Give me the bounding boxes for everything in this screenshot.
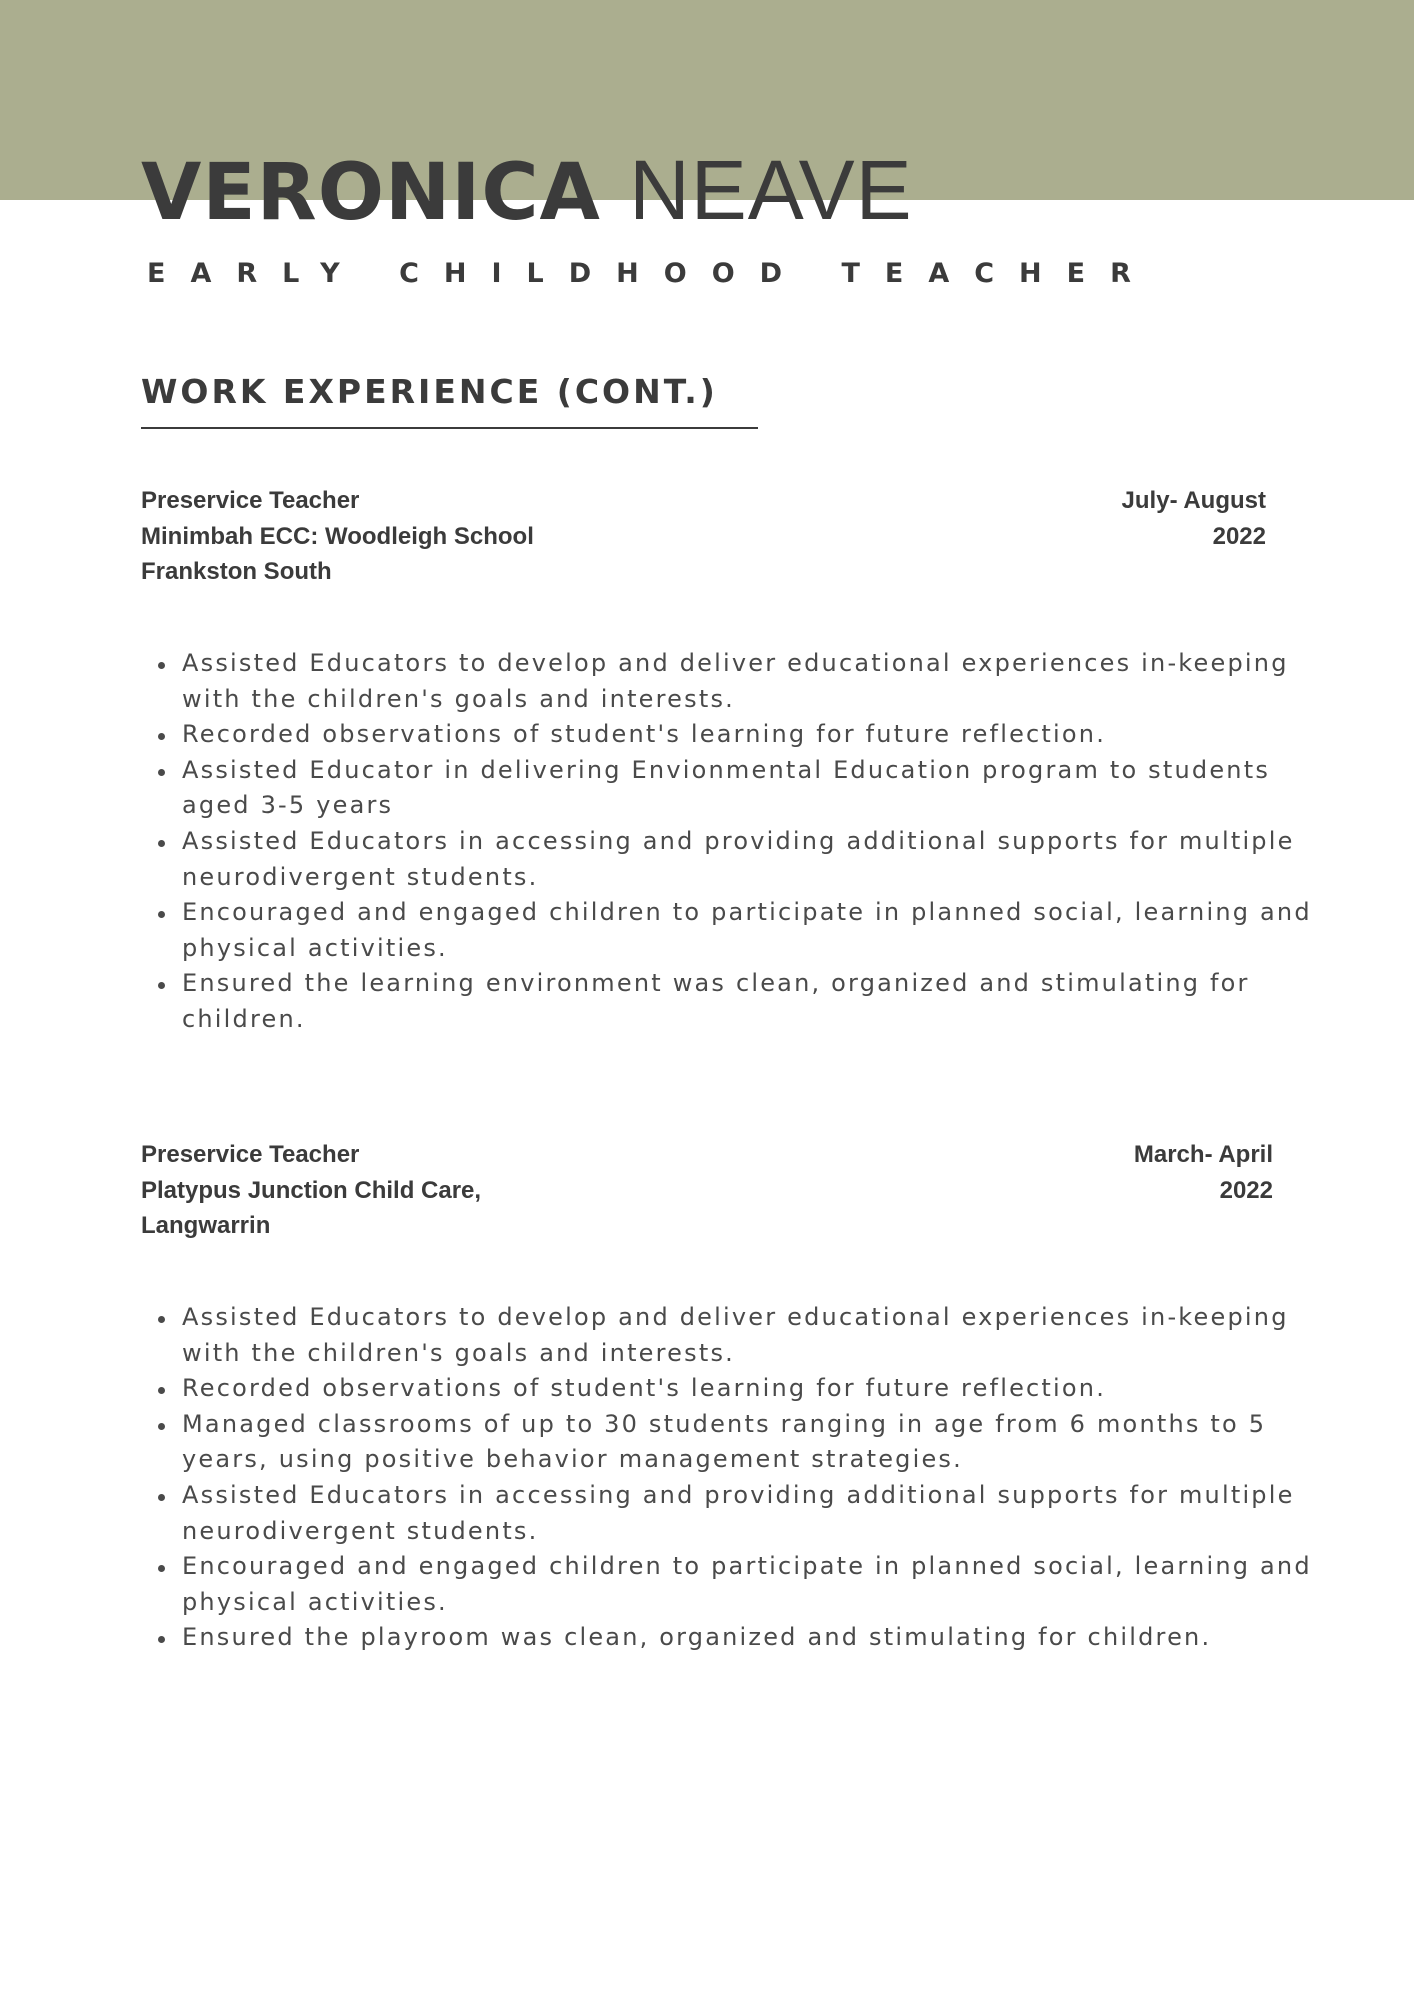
job-period: March- April: [1133, 1141, 1273, 1168]
bullet-icon: [158, 1494, 165, 1501]
list-item: [182, 1549, 1322, 1620]
job-period: July- August: [1121, 487, 1266, 514]
bullet-text: Managed classrooms of up to 30 students ranging in age from 6 months to 5 years, using positive behavior management strategies.: [182, 1409, 1267, 1474]
bullet-icon: [158, 982, 165, 989]
list-item: [182, 1300, 1322, 1371]
list-item: [182, 1371, 1322, 1407]
bullet-icon: [158, 1565, 165, 1572]
list-item: [182, 895, 1322, 966]
list-item: [182, 1620, 1322, 1656]
list-item: [182, 646, 1322, 717]
bullet-icon: [158, 840, 165, 847]
job-details: [141, 483, 534, 590]
job-location: Frankston South: [141, 558, 332, 585]
list-item: [182, 966, 1322, 1037]
job-title: EARLY CHILDHOOD TEACHER: [147, 258, 1156, 289]
bullet-text: Ensured the learning environment was clean, organized and stimulating for children.: [182, 969, 1250, 1033]
bullet-icon: [158, 1423, 165, 1430]
job-year: 2022: [1219, 1176, 1273, 1204]
list-item: [182, 1478, 1322, 1549]
job-employer: Minimbah ECC: Woodleigh School: [141, 522, 534, 550]
bullet-icon: [158, 1636, 165, 1643]
bullet-icon: [158, 769, 165, 776]
job-dates: [1134, 1137, 1273, 1208]
job-bullet-list: [141, 646, 1322, 1038]
bullet-icon: [158, 911, 165, 918]
section-divider: [141, 427, 758, 429]
list-item: [182, 824, 1322, 895]
bullet-text: Assisted Educators in accessing and providing additional supports for multiple neurodivergent students.: [182, 1480, 1295, 1545]
job-employer: Platypus Junction Child Care,: [141, 1176, 482, 1204]
job-role: Preservice Teacher: [141, 1141, 360, 1168]
section-heading: WORK EXPERIENCE (CONT.): [141, 372, 718, 411]
bullet-icon: [158, 1387, 165, 1394]
job-year: 2022: [1212, 522, 1266, 550]
list-item: [182, 753, 1322, 824]
bullet-icon: [158, 1316, 165, 1323]
bullet-text: Encouraged and engaged children to participate in planned social, learning and physical activities.: [182, 898, 1312, 962]
bullet-icon: [158, 662, 165, 669]
bullet-text: Assisted Educators to develop and deliver educational experiences in-keeping with the children's goals and interests.: [182, 649, 1289, 713]
job-role: Preservice Teacher: [141, 487, 360, 514]
list-item: [182, 717, 1322, 753]
first-name: VERONICA: [141, 148, 601, 238]
job-bullet-list: [141, 1300, 1322, 1656]
candidate-name: [141, 140, 913, 243]
bullet-text: Recorded observations of student's learning for future reflection.: [182, 1374, 1107, 1403]
job-details: [141, 1137, 481, 1244]
list-item: [182, 1407, 1322, 1478]
bullet-icon: [158, 733, 165, 740]
bullet-text: Assisted Educator in delivering Envionmental Education program to students aged 3-5 years: [182, 755, 1271, 820]
bullet-text: Assisted Educators to develop and deliver educational experiences in-keeping with the children's goals and interests.: [182, 1303, 1289, 1367]
job-dates: [1122, 483, 1266, 554]
bullet-text: Recorded observations of student's learning for future reflection.: [182, 720, 1107, 749]
bullet-text: Assisted Educators in accessing and providing additional supports for multiple neurodivergent students.: [182, 826, 1295, 891]
bullet-text: Ensured the playroom was clean, organized and stimulating for children.: [182, 1623, 1212, 1652]
last-name: NEAVE: [629, 143, 913, 237]
bullet-text: Encouraged and engaged children to participate in planned social, learning and physical activities.: [182, 1552, 1312, 1616]
job-location: Langwarrin: [141, 1212, 271, 1239]
